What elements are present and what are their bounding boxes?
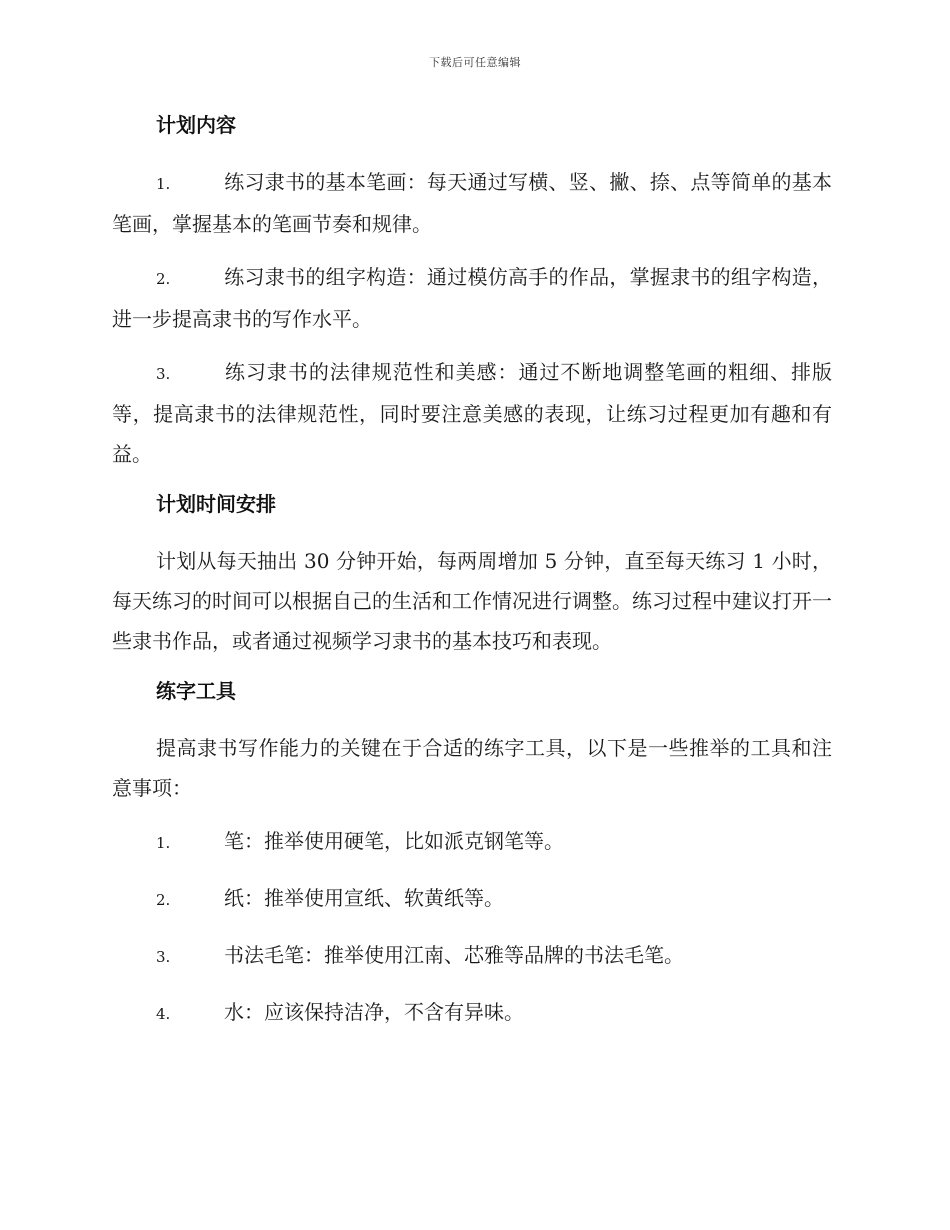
list-item-text: 纸：推举使用宣纸、软黄纸等。 <box>224 886 504 910</box>
list-number: 4. <box>156 1005 171 1023</box>
list-item <box>112 257 832 339</box>
list-item <box>112 821 832 863</box>
list-item-text: 练习隶书的基本笔画：每天通过写横、竖、撇、捺、点等简单的基本笔画，掌握基本的笔画节奏和规律。 <box>112 170 832 236</box>
page-header: 下载后可任意编辑 <box>429 56 521 69</box>
list-item-text: 练习隶书的法律规范性和美感：通过不断地调整笔画的粗细、排版等，提高隶书的法律规范性，同时要注意美感的表现，让练习过程更加有趣和有益。 <box>112 360 832 466</box>
list-number: 2. <box>156 891 171 909</box>
section-title-tools: 练字工具 <box>156 679 236 703</box>
schedule-paragraph: 计划从每天抽出 30 分钟开始，每两周增加 5 分钟，直至每天练习 1 小时，每天练习的时间可以根据自己的生活和工作情况进行调整。练习过程中建议打开一些隶书作品，或者通过视频学习隶书的基本技巧和表现。 <box>112 549 832 653</box>
section-title-plan-content: 计划内容 <box>156 113 236 137</box>
list-item <box>112 352 832 474</box>
list-number: 3. <box>156 948 171 966</box>
list-item <box>112 878 832 920</box>
document-body <box>112 108 832 1049</box>
list-number: 1. <box>156 834 171 852</box>
list-item <box>112 992 832 1034</box>
section-title-schedule: 计划时间安排 <box>156 492 276 516</box>
list-number: 3. <box>156 365 171 383</box>
tools-intro-paragraph: 提高隶书写作能力的关键在于合适的练字工具，以下是一些推举的工具和注意事项： <box>112 736 832 800</box>
list-item-text: 笔：推举使用硬笔，比如派克钢笔等。 <box>224 829 564 853</box>
list-number: 2. <box>156 270 171 288</box>
list-item <box>112 935 832 977</box>
list-number: 1. <box>156 175 171 193</box>
list-item <box>112 162 832 244</box>
list-item-text: 水：应该保持洁净，不含有异味。 <box>224 1000 524 1024</box>
list-item-text: 练习隶书的组字构造：通过模仿高手的作品，掌握隶书的组字构造，进一步提高隶书的写作水平。 <box>112 265 832 331</box>
list-item-text: 书法毛笔：推举使用江南、芯雅等品牌的书法毛笔。 <box>224 943 684 967</box>
